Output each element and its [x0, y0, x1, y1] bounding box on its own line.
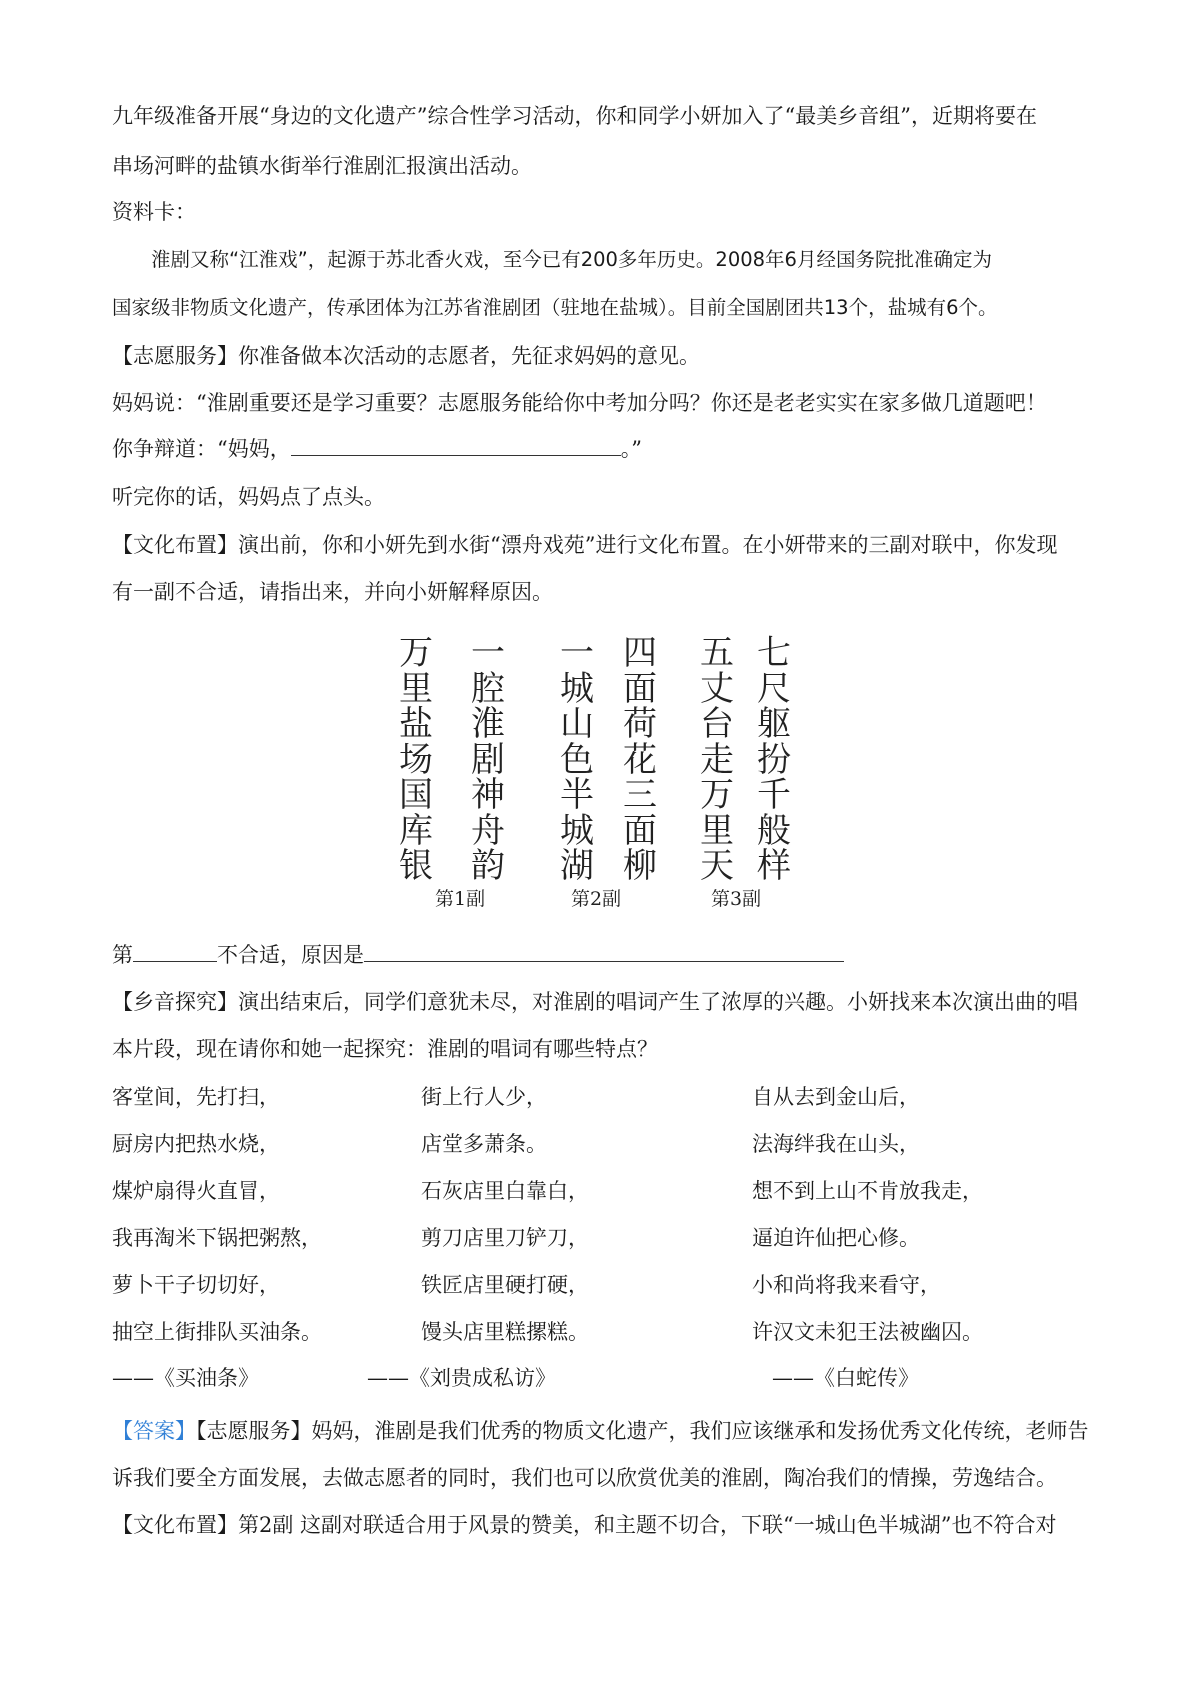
- couplet-char: 湖: [560, 846, 594, 886]
- lyrics-column-1: [112, 1082, 322, 1393]
- lyric-line: 自从去到金山后，: [752, 1085, 920, 1109]
- lyric-line: 法海绊我在山头，: [752, 1132, 920, 1156]
- couplet-char: 天: [700, 846, 734, 886]
- answer-layout-text: 第2副 这副对联适合用于风景的赞美，和主题不切合，下联“一城山色半城湖”也不符合对: [238, 1513, 1057, 1537]
- explore-line-1: [112, 987, 1078, 1017]
- couplet-char: 样: [757, 846, 791, 886]
- couplet-answer-line: [112, 940, 844, 970]
- lyric-line: 剪刀店里刀铲刀，: [421, 1226, 589, 1250]
- couplet-char: 柳: [623, 846, 657, 886]
- lyric-line: 抽空上街排队买油条。: [112, 1320, 322, 1344]
- couplet-char: 扮: [757, 739, 791, 780]
- card-label: 资料卡：: [112, 200, 196, 224]
- couplet-char: 躯: [757, 704, 791, 744]
- card-line-2: 国家级非物质文化遗产，传承团体为江苏省淮剧团（驻地在盐城）。目前全国剧团共13个，盐城有6个。: [112, 296, 998, 319]
- layout-text-1: 演出前，你和小妍先到水街“漂舟戏苑”进行文化布置。在小妍带来的三副对联中，你发现: [238, 533, 1058, 557]
- lyric-source: ——《白蛇传》: [772, 1366, 919, 1390]
- lyric-line: 逼迫许仙把心修。: [752, 1226, 920, 1250]
- couplet-1-lower: [396, 633, 436, 886]
- intro-line-2: 串场河畔的盐镇水街举行淮剧汇报演出活动。: [112, 154, 532, 178]
- explore-text-1: 演出结束后，同学们意犹未尽，对淮剧的唱词产生了浓厚的兴趣。小妍找来本次演出曲的唱: [238, 990, 1078, 1014]
- couplet-char: 银: [399, 846, 433, 886]
- couplet-char: 万: [399, 633, 433, 673]
- couplet-char: 剧: [471, 739, 505, 780]
- explore-tag: 【乡音探究】: [112, 990, 238, 1014]
- answer-line-1: [112, 1416, 1089, 1446]
- couplet-char: 三: [623, 775, 657, 815]
- couplet-char: 韵: [471, 846, 505, 886]
- lyric-line: 石灰店里白靠白，: [421, 1179, 589, 1203]
- couplet-2-upper: [620, 633, 660, 886]
- intro-line-1: 九年级准备开展“身边的文化遗产”综合性学习活动，你和同学小妍加入了“最美乡音组”，近期将要在: [112, 104, 1037, 128]
- lyric-line: 馒头店里糕摞糕。: [421, 1320, 589, 1344]
- lyric-line: 厨房内把热水烧，: [112, 1132, 280, 1156]
- blank-prefix: 第: [112, 943, 133, 967]
- lyric-source: ——《刘贵成私访》: [367, 1366, 556, 1390]
- couplet-char: 淮: [471, 704, 505, 744]
- couplet-char: 一: [471, 633, 505, 673]
- lyric-line: 煤炉扇得火直冒，: [112, 1179, 280, 1203]
- argue-suffix: 。”: [620, 437, 642, 461]
- couplet-char: 场: [399, 739, 433, 780]
- couplet-2-lower: [557, 633, 597, 886]
- couplet-char: 盐: [399, 704, 433, 744]
- couplet-char: 山: [560, 704, 594, 744]
- couplet-3-caption: 第3副: [711, 888, 762, 910]
- volunteer-text: 你准备做本次活动的志愿者，先征求妈妈的意见。: [238, 344, 700, 368]
- lyric-line: 店堂多萧条。: [421, 1132, 547, 1156]
- lyric-source: ——《买油条》: [112, 1366, 259, 1390]
- answer-line-2: 诉我们要全方面发展，去做志愿者的同时，我们也可以欣赏优美的淮剧，陶冶我们的情操，劳逸结合。: [112, 1466, 1057, 1490]
- couplet-3-upper: [754, 633, 794, 886]
- couplet-char: 丈: [700, 668, 734, 709]
- couplet-char: 一: [560, 633, 594, 673]
- lyric-line: 客堂间，先打扫，: [112, 1085, 280, 1109]
- lyrics-column-3: [752, 1082, 983, 1393]
- couplet-char: 走: [700, 739, 734, 780]
- couplet-char: 城: [560, 668, 594, 709]
- couplet-char: 般: [757, 810, 791, 851]
- couplet-1-caption: 第1副: [435, 888, 486, 910]
- couplet-char: 腔: [471, 668, 505, 709]
- couplet-char: 里: [399, 668, 433, 709]
- couplet-number-blank[interactable]: [133, 941, 217, 962]
- lyric-line: 街上行人少，: [421, 1085, 547, 1109]
- couplet-char: 花: [623, 739, 657, 780]
- answer-volunteer-text-1: 妈妈，淮剧是我们优秀的物质文化遗产，我们应该继承和发扬优秀文化传统，老师告: [311, 1419, 1089, 1443]
- blank-middle: 不合适，原因是: [217, 943, 364, 967]
- couplet-char: 色: [560, 739, 594, 780]
- couplet-3-lower: [697, 633, 737, 886]
- mom-quote: 妈妈说：“淮剧重要还是学习重要？志愿服务能给你中考加分吗？你还是老老实实在家多做几道题吧！: [112, 391, 1047, 415]
- couplet-char: 面: [623, 810, 657, 851]
- reason-blank[interactable]: [364, 941, 844, 962]
- answer-volunteer-tag: 【志愿服务】: [196, 1419, 312, 1443]
- answer-line-3: [112, 1510, 1057, 1540]
- lyric-line: 想不到上山不肯放我走，: [752, 1179, 983, 1203]
- couplet-char: 城: [560, 810, 594, 851]
- couplet-char: 七: [757, 633, 791, 673]
- lyric-line: 铁匠店里硬打硬，: [421, 1273, 589, 1297]
- lyric-line: 小和尚将我来看守，: [752, 1273, 941, 1297]
- couplet-char: 尺: [757, 668, 791, 709]
- couplet-char: 半: [560, 775, 594, 815]
- layout-line-2: 有一副不合适，请指出来，并向小妍解释原因。: [112, 580, 553, 604]
- couplet-char: 台: [700, 704, 734, 744]
- card-line-1: 淮剧又称“江淮戏”，起源于苏北香火戏，至今已有200多年历史。2008年6月经国务院批准确定为: [151, 248, 992, 271]
- after-text: 听完你的话，妈妈点了点头。: [112, 485, 385, 509]
- layout-tag: 【文化布置】: [112, 533, 238, 557]
- couplet-char: 万: [700, 775, 734, 815]
- couplet-char: 四: [623, 633, 657, 673]
- lyrics-column-2: [367, 1082, 589, 1393]
- answer-label: 【答案】: [112, 1419, 196, 1443]
- volunteer-tag: 【志愿服务】: [112, 344, 238, 368]
- couplet-char: 里: [700, 810, 734, 851]
- couplet-char: 荷: [623, 704, 657, 744]
- couplet-char: 千: [757, 775, 791, 815]
- lyric-line: 许汉文未犯王法被幽囚。: [752, 1320, 983, 1344]
- explore-line-2: 本片段，现在请你和她一起探究：淮剧的唱词有哪些特点？: [112, 1037, 658, 1061]
- answer-layout-tag: 【文化布置】: [112, 1513, 238, 1537]
- couplet-char: 库: [399, 810, 433, 851]
- lyric-line: 萝卜干子切切好，: [112, 1273, 280, 1297]
- couplet-char: 神: [471, 775, 505, 815]
- couplet-char: 五: [700, 633, 734, 673]
- couplet-1-upper: [468, 633, 508, 886]
- lyric-line: 我再淘米下锅把粥熬，: [112, 1226, 322, 1250]
- couplet-char: 面: [623, 668, 657, 709]
- argue-prefix: 你争辩道：“妈妈，: [112, 437, 291, 461]
- couplet-2-caption: 第2副: [571, 888, 622, 910]
- couplet-char: 国: [399, 775, 433, 815]
- couplet-char: 舟: [471, 810, 505, 851]
